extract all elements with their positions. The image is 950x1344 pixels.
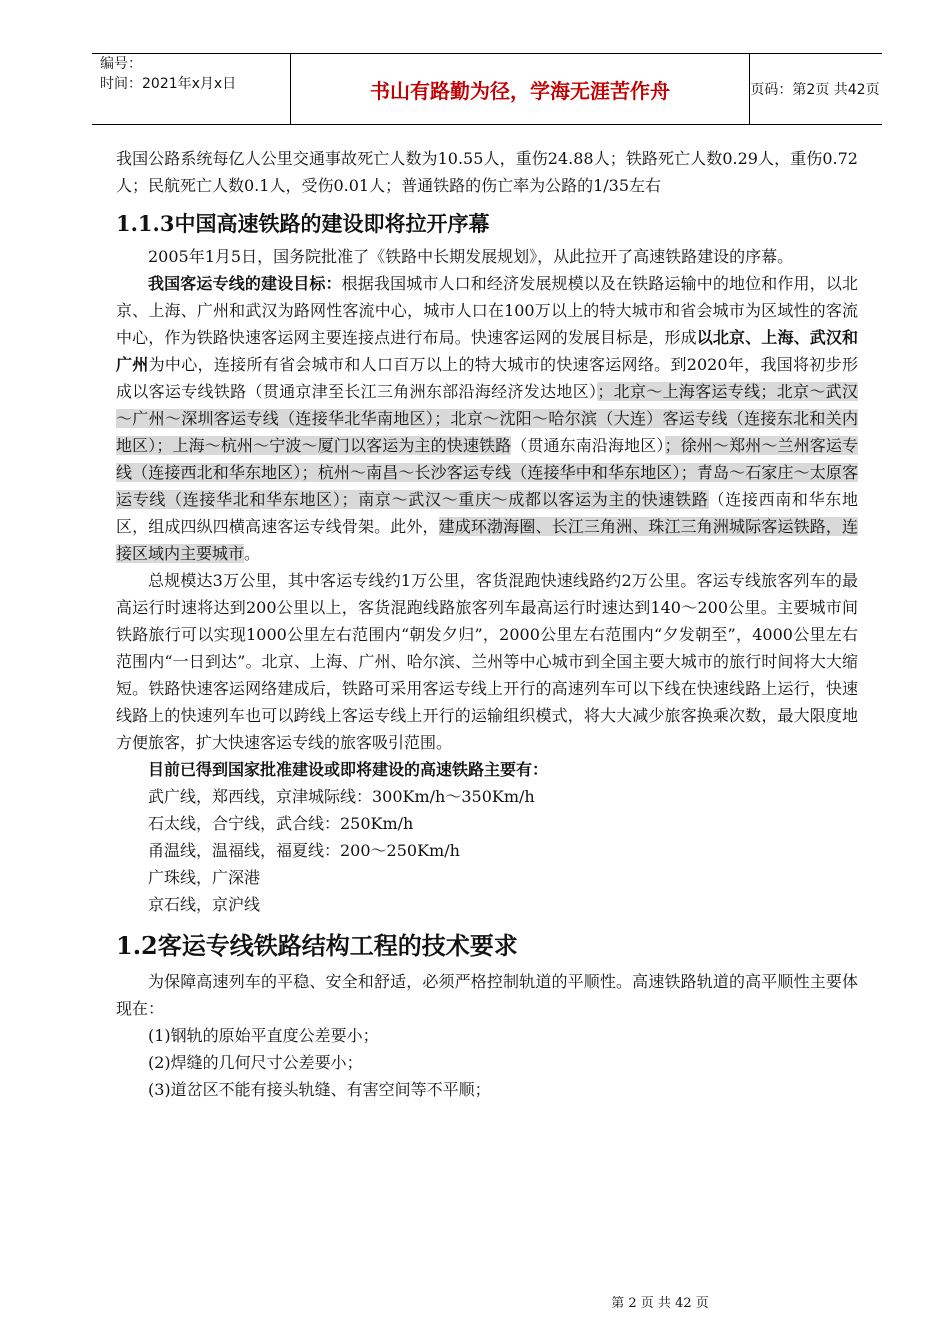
header-page-info: 页码：第2页 共42页 <box>750 82 880 98</box>
paragraph-approved-lines-title: 目前已得到国家批准建设或即将建设的高速铁路主要有： <box>148 760 549 779</box>
line-item: 京石线，京沪线 <box>148 895 261 914</box>
highlight-lines-3: 建成环渤海圈、长江三角洲、珠江三角洲城际客运铁路，连接区域内主要城市 <box>116 517 858 563</box>
header-motto: 书山有路勤为径，学海无涯苦作舟 <box>290 54 750 124</box>
list-item: (3)道岔区不能有接头轨缝、有害空间等不平顺； <box>148 1080 491 1099</box>
list-item: (2)焊缝的几何尺寸公差要小； <box>148 1053 363 1072</box>
goal-label: 我国客运专线的建设目标： <box>148 274 342 293</box>
line-item: 石太线，合宁线，武合线：250Km/h <box>148 814 414 833</box>
goal-text-d: （连接西南和华东地区，组成四纵四横高速客运专线骨架。此外， <box>116 490 858 536</box>
document-body <box>116 145 858 1103</box>
page-footer: 第 2 页 共 42 页 <box>611 1296 709 1311</box>
highlight-lines-2: ；徐州～郑州～兰州客运专线（连接西北和华东地区）；杭州～南昌～长沙客运专线（连接华中和华东地区）；青岛～石家庄～太原客运专线（连接华北和华东地区）；南京～武汉～重庆～成都以客运为主的快速铁路 <box>116 436 858 509</box>
goal-centers: 以北京、上海、武汉和广州 <box>116 328 858 374</box>
line-item: 甬温线，温福线，福夏线：200～250Km/h <box>148 841 460 860</box>
section-heading-1-1-3: 1.1.3中国高速铁路的建设即将拉开序幕 <box>116 211 490 236</box>
goal-text-a: 根据我国城市人口和经济发展规模以及在铁路运输中的地位和作用，以北京、上海、广州和武汉为路网性客流中心，城市人口在100万以上的特大城市和省会城市为区域性的客流中心，作为铁路快速客运网主要连接点进行布局。快速客运网的发展目标是，形成 <box>116 274 858 347</box>
page-header <box>92 53 882 125</box>
goal-text-e: 。 <box>244 544 261 563</box>
paragraph-accident-stats: 我国公路系统每亿人公里交通事故死亡人数为10.55人，重伤24.88人；铁路死亡人数0.29人，重伤0.72人；民航死亡人数0.1人，受伤0.01人；普通铁路的伤亡率为公路的1/35左右 <box>116 149 858 195</box>
paragraph-smoothness: 为保障高速列车的平稳、安全和舒适，必须严格控制轨道的平顺性。高速铁路轨道的高平顺性主要体现在： <box>116 972 858 1018</box>
paragraph-total-scale: 总规模达3万公里，其中客运专线约1万公里，客货混跑快速线路约2万公里。客运专线旅客列车的最高运行时速将达到200公里以上，客货混跑线路旅客列车最高运行时速达到140～200公里。主要城市间铁路旅行可以实现1000公里左右范围内“朝发夕归”，2000公里左右范围内“夕发朝至”，4000公里左右范围内“一日到达”。北京、上海、广州、哈尔滨、兰州等中心城市到全国主要大城市的旅行时间将大大缩短。铁路快速客运网络建成后，铁路可采用客运专线上开行的高速列车可以下线在快速线路上运行，快速线路上的快速列车也可以跨线上客运专线上开行的运输组织模式，将大大减少旅客换乘次数，最大限度地方便旅客，扩大快速客运专线的旅客吸引范围。 <box>116 571 858 752</box>
highlight-lines-1: ；北京～上海客运专线；北京～武汉～广州～深圳客运专线（连接华北华南地区）；北京～沈阳～哈尔滨（大连）客运专线（连接东北和关内地区）；上海～杭州～宁波～厦门以客运为主的快速铁路 <box>116 382 858 455</box>
paragraph-construction-goal <box>116 270 858 567</box>
paragraph-2005-plan: 2005年1月5日，国务院批准了《铁路中长期发展规划》，从此拉开了高速铁路建设的序幕。 <box>148 247 794 266</box>
line-item: 武广线，郑西线，京津城际线：300Km/h～350Km/h <box>148 787 535 806</box>
goal-text-c: （贯通东南沿海地区） <box>511 436 665 455</box>
goal-text-b: 为中心，连接所有省会城市和人口百万以上的特大城市的快速客运网络。到2020年，我国将初步形成以客运专线铁路（贯通京津至长江三角洲东部沿海经济发达地区） <box>116 355 858 401</box>
header-meta <box>92 54 290 124</box>
list-item: (1)钢轨的原始平直度公差要小； <box>148 1026 379 1045</box>
line-item: 广珠线，广深港 <box>148 868 261 887</box>
time-label: 时间：2021年x月x日 <box>100 76 237 92</box>
section-heading-1-2: 1.2客运专线铁路结构工程的技术要求 <box>116 931 518 960</box>
number-label: 编号： <box>100 56 142 72</box>
